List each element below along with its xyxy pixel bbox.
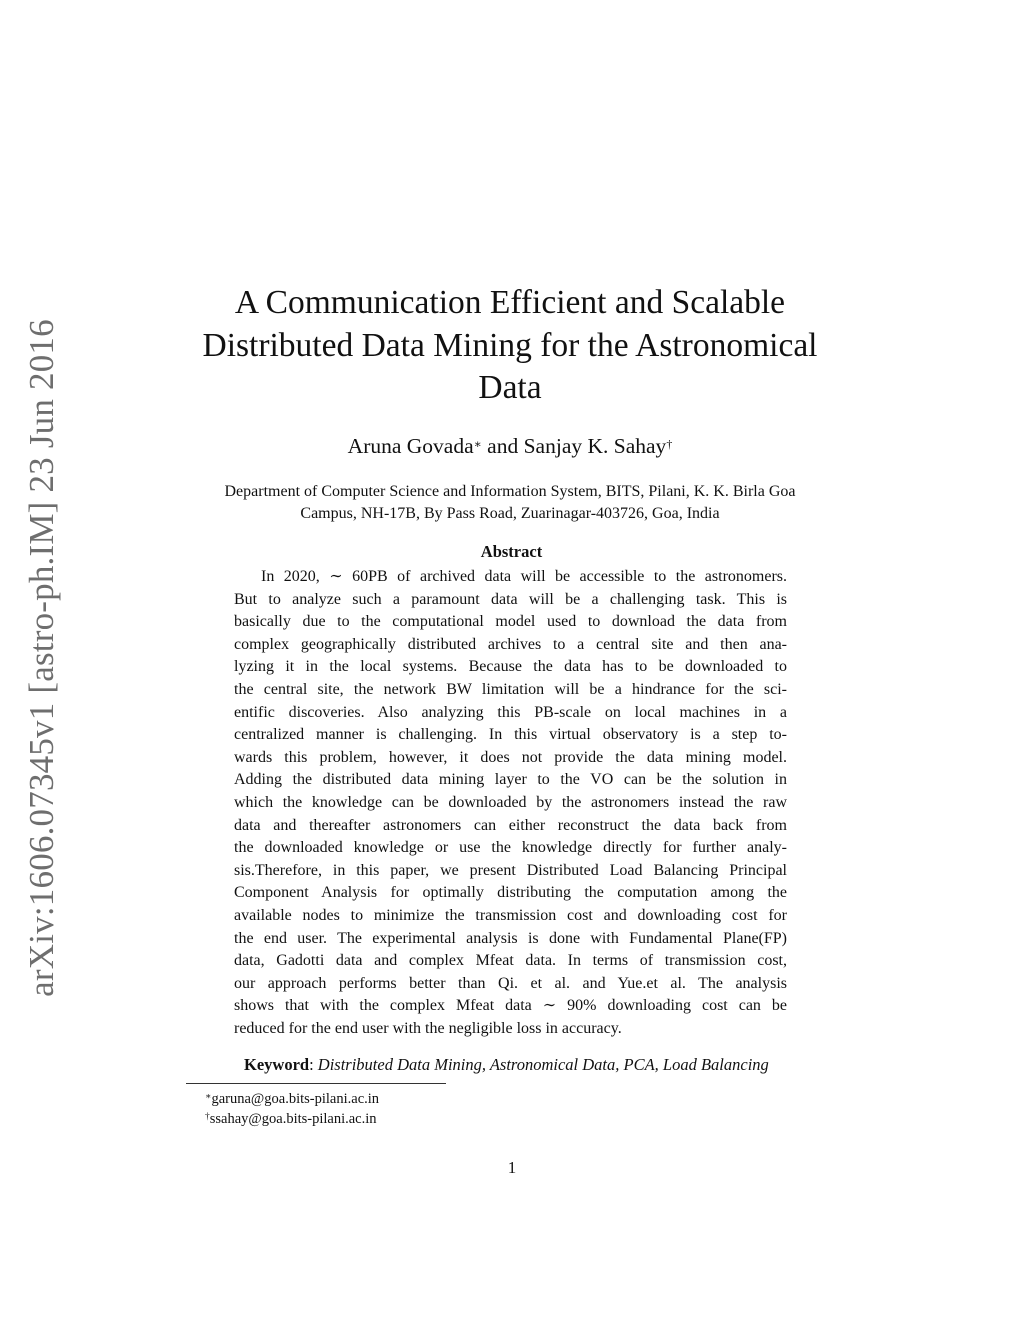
arxiv-identifier-stamp: arXiv:1606.07345v1 [astro-ph.IM] 23 Jun 2016 — [22, 319, 61, 997]
abstract-line: Adding the distributed data mining layer to the VO can be the solution in — [234, 771, 787, 789]
abstract-line: the downloaded knowledge or use the knowledge directly for further analy- — [234, 839, 787, 857]
abstract-line: sis.Therefore, in this paper, we present Distributed Load Balancing Principal — [234, 861, 787, 879]
affiliation-line: Department of Computer Science and Information System, BITS, Pilani, K. K. Birla Goa — [224, 483, 796, 500]
title-line: Distributed Data Mining for the Astronomical — [202, 326, 818, 364]
footnote-email — [205, 1089, 379, 1109]
abstract-line: lyzing it in the local systems. Because the data has to be downloaded to — [234, 658, 787, 676]
author-name: Sanjay K. Sahay — [523, 434, 667, 458]
abstract-line: In 2020, ∼ 60PB of archived data will be accessible to the astronomers. — [261, 568, 787, 585]
footnote-text: garuna@goa.bits-pilani.ac.in — [211, 1091, 380, 1107]
affiliation — [150, 481, 870, 525]
abstract-line: basically due to the computational model used to download the data from — [234, 613, 787, 631]
page-number: 1 — [507, 1158, 517, 1177]
abstract-line: the end user. The experimental analysis is done with Fundamental Plane(FP) — [234, 929, 787, 947]
abstract-line: complex geographically distributed archives to a central site and then ana- — [234, 635, 787, 653]
author-list — [200, 432, 820, 460]
abstract-line: Component Analysis for optimally distributing the computation among the — [234, 884, 787, 902]
keywords-list: Distributed Data Mining, Astronomical Data, PCA, Load Balancing — [317, 1055, 769, 1074]
author-conjunction: and — [481, 434, 524, 458]
footnote-mark: ∗ — [473, 437, 482, 451]
abstract-line: available nodes to minimize the transmission cost and downloading cost for — [234, 906, 787, 924]
abstract-heading: Abstract — [480, 542, 543, 561]
keywords-separator: : — [309, 1055, 318, 1074]
abstract-line: entific discoveries. Also analyzing this PB-scale on local machines in a — [234, 703, 787, 721]
abstract-body — [234, 566, 787, 1040]
footnote-email — [205, 1109, 379, 1129]
author-name: Aruna Govada — [347, 434, 474, 458]
affiliation-line: Campus, NH-17B, By Pass Road, Zuarinagar-403726, Goa, India — [300, 505, 720, 522]
title-line: Data — [478, 369, 542, 406]
abstract-line: our approach performs better than Qi. et al. and Yue.et al. The analysis — [234, 974, 787, 992]
abstract-line: But to analyze such a paramount data will be a challenging task. This is — [234, 590, 787, 608]
footnote-mark: † — [205, 1112, 210, 1122]
abstract-line: reduced for the end user with the negligible loss in accuracy. — [234, 1019, 622, 1037]
footnote-mark: † — [666, 437, 673, 451]
abstract-line: which the knowledge can be downloaded by the astronomers instead the raw — [234, 793, 787, 811]
keywords — [244, 1054, 844, 1076]
abstract-line: centralized manner is challenging. In this virtual observatory is a step to- — [234, 726, 787, 744]
footnotes — [205, 1089, 379, 1129]
keywords-label: Keyword — [244, 1055, 310, 1074]
title-line: A Communication Efficient and Scalable — [234, 284, 786, 321]
abstract-line: shows that with the complex Mfeat data ∼ 90% downloading cost can be — [234, 997, 787, 1015]
abstract-line: data, Gadotti data and complex Mfeat data. In terms of transmission cost, — [234, 952, 787, 970]
footnote-mark: ∗ — [205, 1092, 212, 1102]
footnote-text: ssahay@goa.bits-pilani.ac.in — [209, 1111, 377, 1127]
footnote-divider — [186, 1083, 446, 1084]
paper-title — [170, 282, 850, 410]
abstract-line: wards this problem, however, it does not provide the data mining model. — [234, 748, 787, 766]
abstract-line: the central site, the network BW limitation will be a hindrance for the sci- — [234, 680, 787, 698]
abstract-line: data and thereafter astronomers can either reconstruct the data back from — [234, 816, 787, 834]
